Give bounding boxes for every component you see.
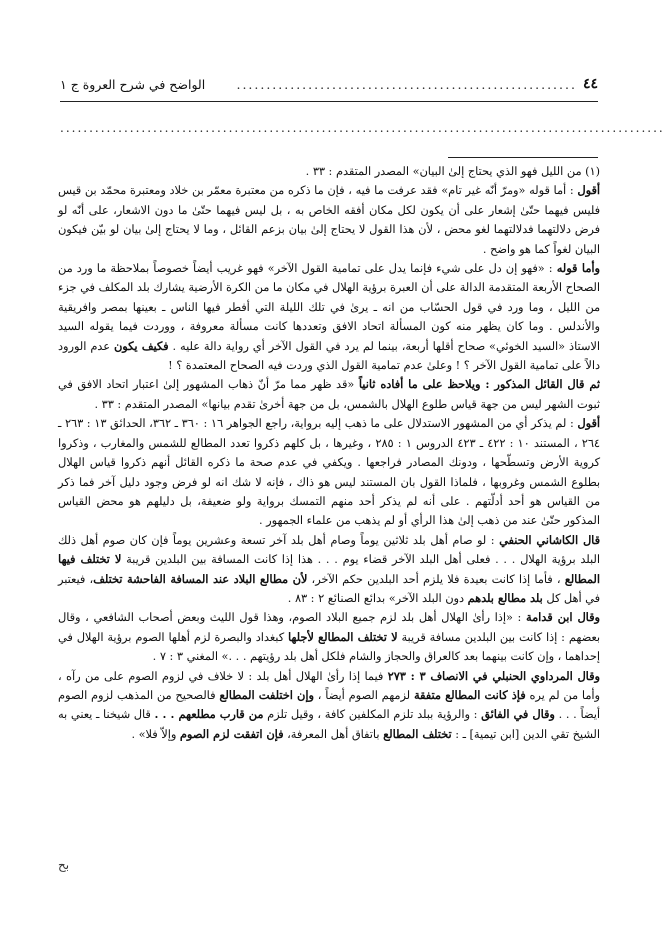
bold-text-run: أقول (577, 416, 600, 431)
footnote-paragraph (58, 531, 600, 609)
text-run: عدم الورود دالاً على تمامية القول الآخر ؟ ! وعلىٰ عدم تمامية القول الذي وردت فيه الصحاح المعتمدة ؟ ! (58, 339, 600, 373)
bold-text-run: فإذ كانت المطالع متفقة (413, 687, 526, 702)
footnote-paragraph (58, 375, 600, 414)
page-number: ٤٤ (582, 76, 598, 92)
bold-text-run: بلد مطالع بلدهم (467, 590, 543, 605)
bold-text-run: تختلف المطالع (383, 726, 452, 741)
bold-text-run: فكيف يكون (113, 338, 169, 353)
text-run: كبغداد والبصرة لزم أهلها الصوم برؤية الهلال في إحداهما ، وإن كانت بينهما بعد كالعراق والحجاز والشام فلكل أهل بلد رؤيتهم . . .» المغني ٣ : ٧ . (58, 630, 600, 664)
bold-text-run: من قارب مطلعهم . . . (154, 707, 264, 722)
text-run: وإلاّ فلا» . (131, 727, 180, 741)
bold-text-run: لأن مطالع البلاد عند المسافة الفاحشة تختلف (93, 571, 308, 586)
text-run: : «فهو إن دل على شيء فإنما يدل على تمامية القول الآخر» فهو غريب أيضاً خصوصاً بملاحظة ما ورد من الصحاح الأربعة المتقدمة الدالة على أن العبرة برؤية الهلال في مكان ما من الكرة الأرضية يشارك بلد المكلف في جزء من الليل ، وما ورد في قول الحسّاب من انه ـ يرىٰ في تلك الليلة التي أفطر فيها الناس ـ بعينها بمصر وافريقية والأندلس . وما كان يظهر منه كون المسألة اتحاد الافق وتعددها كانت مسألة معروفة ، ووردت فيما يقوله السيد الاستاذ «السيد الخوئي» صحاح أقلها أربعة، بينما لم يرد في القول الآخر أي رواية دالة عليه . (58, 262, 600, 353)
text-run: «قد ظهر مما مرّ أنّ ذهاب المشهور إلىٰ اعتبار اتحاد الافق في ثبوت الشهر ليس من جهة قياس طلوع الهلال بالشمس، بل من جهة أخرىٰ تقدم بيانها» المصدر المتقدم : ٣٣ . (58, 378, 600, 411)
footnote-paragraph (58, 414, 600, 530)
bold-text-run: أقول (577, 183, 600, 198)
text-run: قال شيخنا ـ يعني به الشيخ تقي الدين [ابن تيمية] ـ : (58, 708, 600, 741)
text-run: لزمهم الصوم أيضاً ، (313, 688, 414, 702)
book-title: الواضح في شرح العروة ج ١ (60, 76, 206, 92)
bold-text-run: وقال المرداوي الحنبلي في الانصاف ٣ : ٢٧٣ (387, 668, 600, 683)
footnote-paragraph (58, 259, 600, 375)
text-run: ، فأما إذا كانت بعيدة فلا يلزم أحد البلدين حكم الآخر، (307, 572, 565, 586)
text-run: فالصحيح من المذهب لزوم الصوم أيضاً . . . (58, 688, 601, 722)
text-run: دون البلد الآخر» بدائع الصنائع ٢ : ٨٣ . (287, 591, 468, 605)
footnote-paragraph (58, 667, 600, 745)
text-run: : لم يذكر أي من المشهور الاستدلال على ما ذهب إليه برواية، راجع الجواهر ١٦ : ٣٦٠ ـ ٣٦٢، الحدائق ١٣ : ٢٦٣ ـ ٢٦٤ ، المستند ١٠ : ٤٢٢ ـ ٤٢٣ الدروس ١ : ٢٨٥ ، وغيرها ، بل كلهم ذكروا تعدد المطالع للشمس والمغارب ، وذكروا كروية الأرض وتسطّحها ، ودونك المصادر فراجعها . ويكفي في عدم صحة ما ذكره القائل أنهم ذكروا قياس الهلال بطلوع الشمس وغروبها ، فلماذا القول بان المستند ليس هو ذاك ، فإنه لا شك انه لو فرض وجود دليل آخر فما ذكر من القياس هو أحد أدلّتهم . على أنه لم يذكر أحد منهم التمسك برواية ولو ضعيفة، بل دليلهم هو محض القياس المذكور حتّىٰ عند من ذهب إلىٰ هذا الرأي أو لم يذهب من علماء الجمهور . (58, 417, 600, 528)
bold-text-run: وأما قوله (556, 261, 600, 276)
footnotes-section (58, 162, 600, 744)
bold-text-run: لا تختلف المطالع لأجلها (287, 629, 398, 644)
bold-text-run: ثم قال القائل المذكور : ويلاحظ على ما أفاده ثانياً (358, 377, 601, 392)
bold-text-run: فإن اتفقت لزم الصوم (179, 726, 284, 741)
footnote-paragraph (58, 608, 600, 666)
bold-text-run: وقال ابن قدامة (526, 610, 600, 625)
text-run: باتفاق أهل المعرفة، (283, 727, 384, 741)
header-leader-dots: ......................................................... (236, 76, 577, 92)
footnote-paragraph (58, 162, 600, 181)
text-run: : لو صام أهل بلد ثلاثين يوماً وصام أهل بلد آخر تسعة وعشرين يوماً فإن كان صوم أهل ذلك البلد برؤية الهلال . . . فعلى أهل البلد الآخر قضاء يوم . . . هذا إذا كانت المسافة بين البلدين قريبة (58, 533, 601, 567)
bold-text-run: وقال في الفائق (481, 707, 555, 722)
text-run: فيما إذا رأىٰ الهلال أهل بلد : لا خلاف في لزوم الصوم على من رآه ، وأما من لم يره (58, 669, 600, 702)
text-run: : والرؤية ببلد تلزم المكلفين كافة ، وقيل تلزم (263, 708, 482, 722)
footnote-paragraph (58, 181, 600, 259)
bold-text-run: لا تختلف فيها المطالع (58, 552, 600, 586)
continuation-mark: بح (58, 858, 70, 872)
text-run: (١) من الليل فهو الذي يحتاج إلىٰ البيان» المصدر المتقدم : ٣٣ . (305, 165, 600, 178)
main-text-dotted-separator: ........................................................................................................ (60, 121, 665, 135)
text-run: : أما قوله «ومرّ أنّه غير تام» فقد عرفت ما فيه ، فإن ما ذكره من معتبرة معمّر بن خلاد ومعتبرة محمّد بن قيس فليس فيهما حتّىٰ إشعار على أن يكون لكل مكان أفقه الخاص به ، بل ليس فيهما حتّىٰ ما دون الاشعار، على أنّه لو فرض دلالتهما فدلالتهما لغو محض ، لأن هذا القول لا يحتاج إلىٰ بيان بزعم القائل ، وما لا يحتاج إلىٰ بيان لو بيّن فيكون البيان لغواً كما هو واضح . (58, 184, 600, 256)
text-run: : «إذا رأىٰ الهلال أهل بلد لزم جميع البلاد الصوم، وهذا قول الليث وبعض أصحاب الشافعي ، وقال بعضهم : إذا كانت بين البلدين مسافة قريبة (58, 611, 600, 644)
text-run: ، فيعتبر في أهل كل (58, 572, 600, 605)
bold-text-run: قال الكاشاني الحنفي (499, 532, 600, 547)
running-header (60, 74, 598, 94)
bold-text-run: وإن اختلفت المطالع (219, 687, 314, 702)
header-rule (60, 101, 598, 102)
footnote-separator-rule (448, 157, 598, 158)
